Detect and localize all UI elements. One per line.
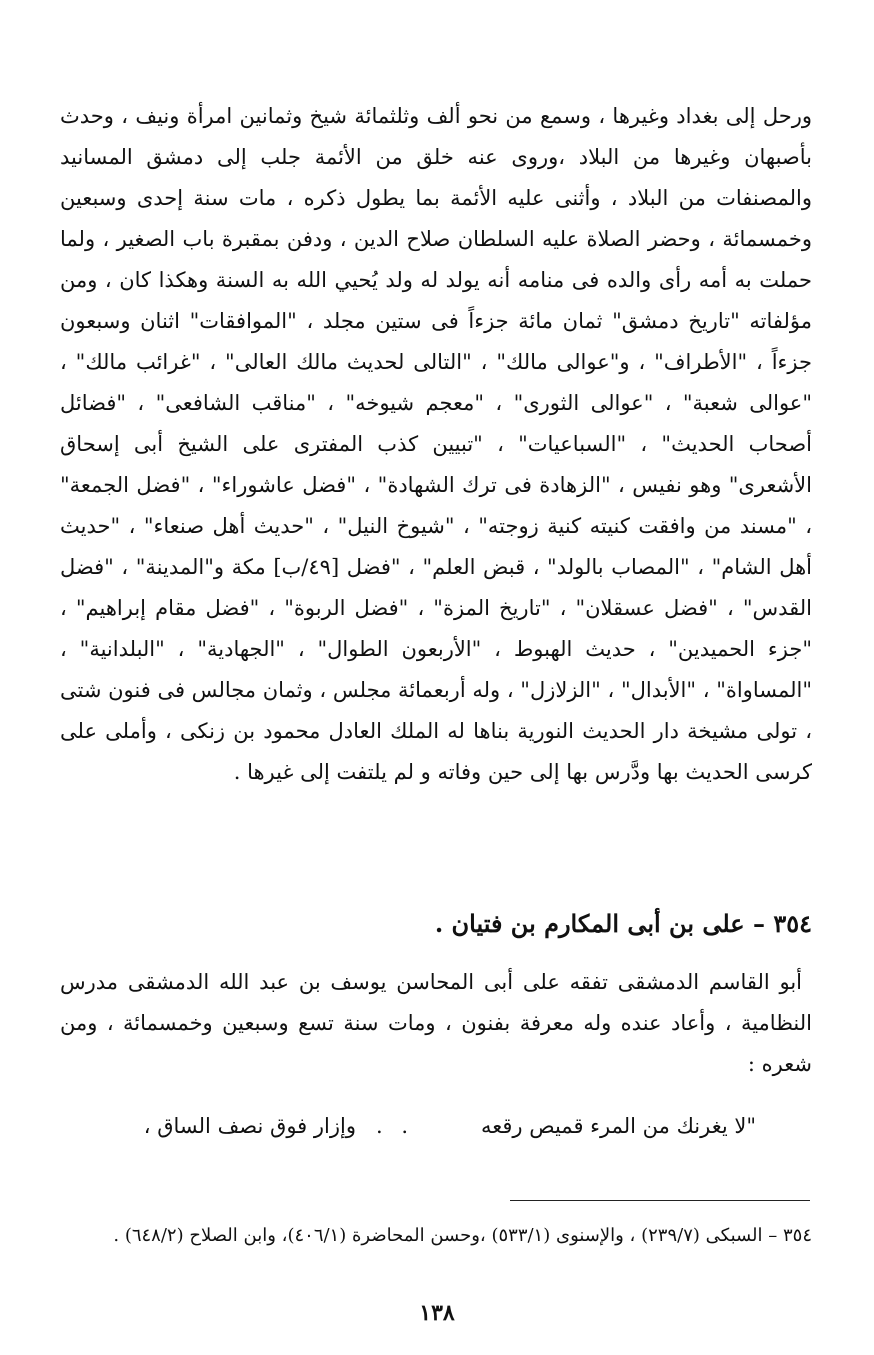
main-text-block [60,96,812,793]
footnote-divider [510,1200,810,1201]
entry-heading: ٣٥٤ – على بن أبى المكارم بن فتيان . [434,909,812,938]
footnote: ٣٥٤ – السبكى (٢٣٩/٧) ، والإسنوى (٥٣٣/١) ،وحسن المحاضرة (٤٠٦/١)، وابن الصلاح (٦٤٨/٢) . [113,1225,812,1246]
entry-paragraph: أبو القاسم الدمشقى تفقه على أبى المحاسن يوسف بن عبد الله الدمشقى مدرس النظامية ، وأعاد عنده وله معرفة بفنون ، ومات سنة تسع وسبعين وخمسمائة ، ومن شعره : [60,970,812,1076]
verse-separator: . . [375,1114,414,1138]
verse-first-hemistich: "لا يغرنك من المرء قميص رقعه [481,1114,756,1138]
page-number: ١٣٨ [419,1300,455,1326]
poetry-verse [116,1114,756,1154]
verse-second-hemistich: وإزار فوق نصف الساق ، [143,1114,356,1138]
biography-paragraph: ورحل إلى بغداد وغيرها ، وسمع من نحو ألف وثلثمائة شيخ وثمانين امرأة ونيف ، وحدث بأصبهان وغيرها من البلاد ،وروى عنه خلق من الأئمة جلب إلى دمشق المسانيد والمصنفات من البلاد ، وأثنى عليه الأئمة بما يطول ذكره ، مات سنة إحدى وسبعين وخمسمائة ، وحضر الصلاة عليه السلطان صلاح الدين ، ودفن بمقبرة باب الصغير ، ولما حملت به أمه رأى والده فى منامه أنه يولد له ولد يُحيي الله به السنة وهكذا كان ، ومن مؤلفاته "تاريخ دمشق" ثمان مائة جزءاً فى ستين مجلد ، "الموافقات" اثنان وسبعون جزءاً ، "الأطراف" ، و"عوالى مالك" ، "التالى لحديث مالك العالى" ، "غرائب مالك" ، "عوالى شعبة" ، "عوالى الثورى" ، "معجم شيوخه" ، "مناقب الشافعى" ، "فضائل أصحاب الحديث" ، "السباعيات" ، "تبيين كذب المفترى على الشيخ أبى إسحاق الأشعرى" وهو نفيس ، "الزهادة فى ترك الشهادة" ، "فضل عاشوراء" ، "فضل الجمعة" ، "مسند من وافقت كنيته كنية زوجته" ، "شيوخ النيل" ، "حديث أهل صنعاء" ، "حديث أهل الشام" ، "المصاب بالولد" ، قبض العلم" ، "فضل [٤٩/ب] مكة و"المدينة" ، "فضل القدس" ، "فضل عسقلان" ، "تاريخ المزة" ، "فضل الربوة" ، "فضل مقام إبراهيم" ، "جزء الحميدين" ، حديث الهبوط ، "الأربعون الطوال" ، "الجهادية" ، "البلدانية" ، "المساواة" ، "الأبدال" ، "الزلازل" ، وله أربعمائة مجلس ، وثمان مجالس فى فنون شتى ، تولى مشيخة دار الحديث النورية بناها له الملك العادل محمود بن زنكى ، وأملى على كرسى الحديث بها ودَّرس بها إلى حين وفاته و لم يلتفت إلى غيرها . [60,104,813,784]
